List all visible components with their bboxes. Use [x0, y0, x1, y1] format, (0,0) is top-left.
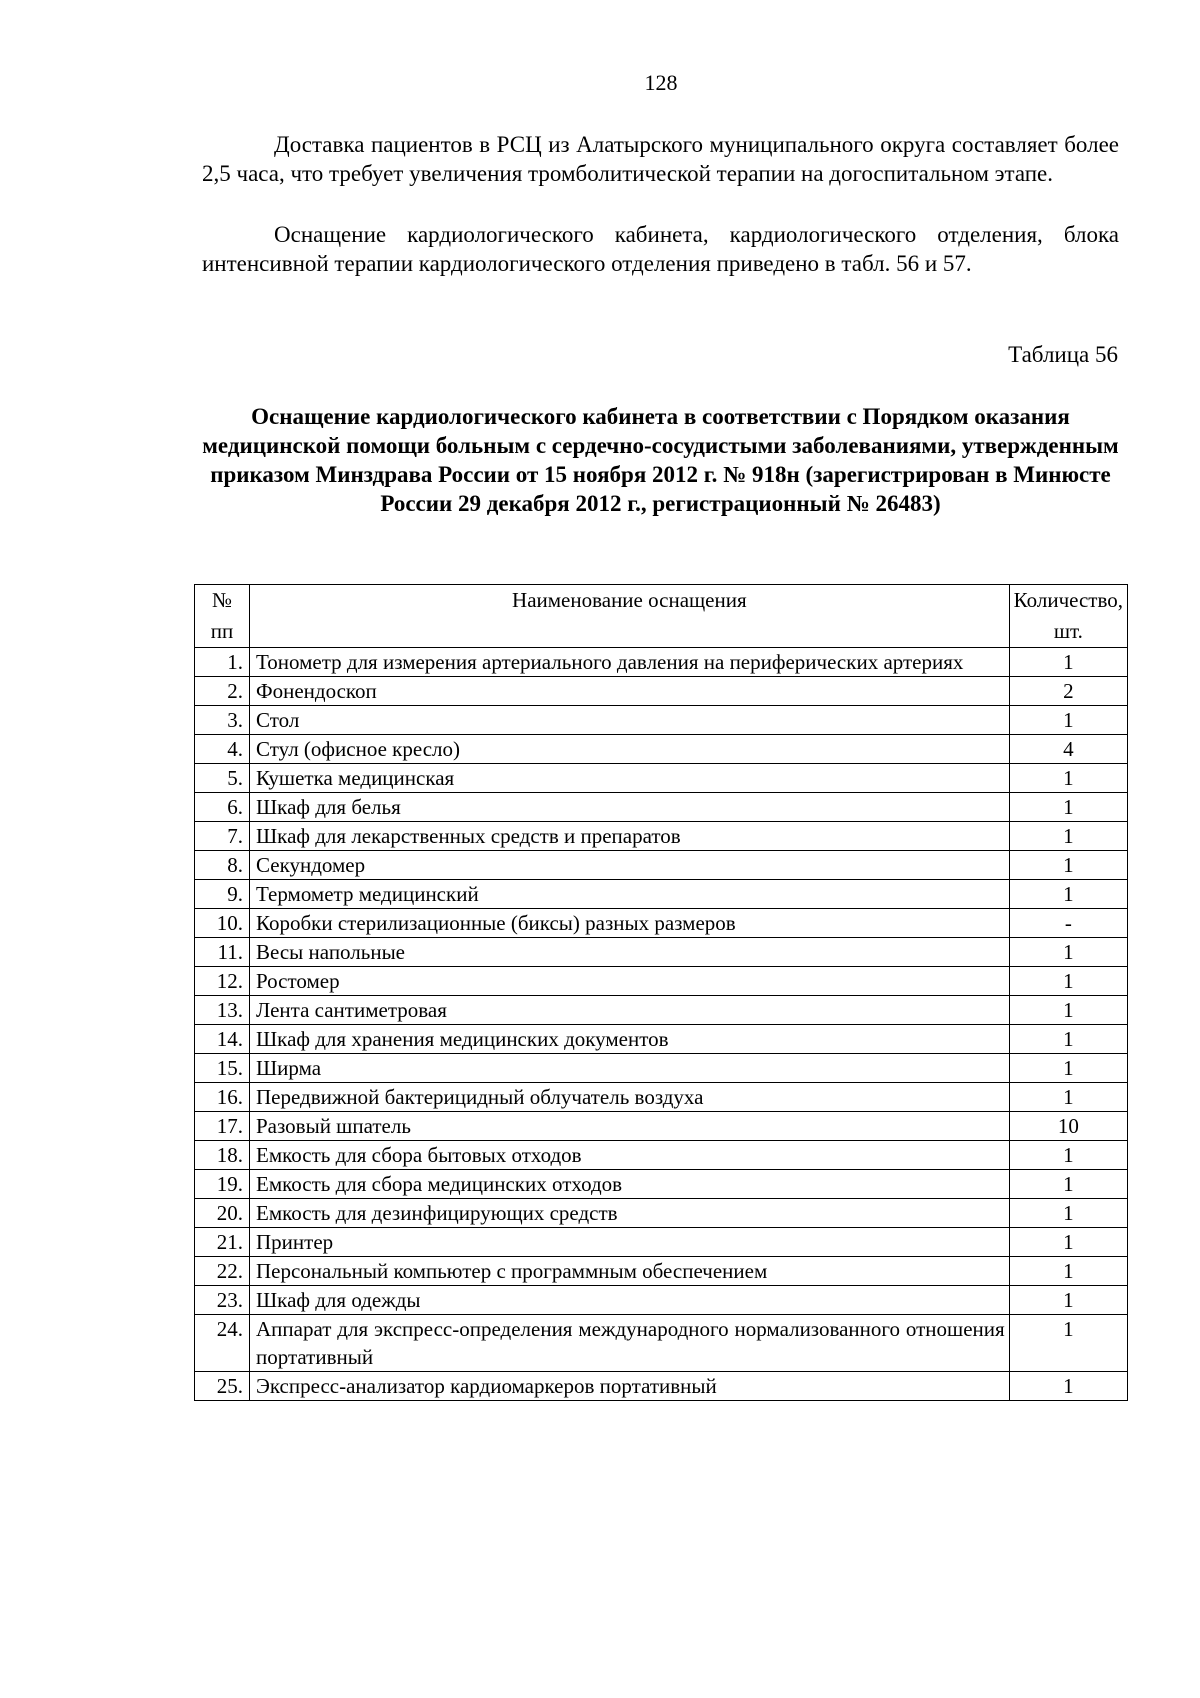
row-quantity: 1 [1009, 1083, 1127, 1112]
row-number: 3. [195, 706, 250, 735]
row-name: Коробки стерилизационные (биксы) разных размеров [250, 909, 1010, 938]
table-row [195, 1315, 1128, 1372]
row-quantity: 1 [1009, 996, 1127, 1025]
row-quantity: 10 [1009, 1112, 1127, 1141]
row-number: 16. [195, 1083, 250, 1112]
row-name: Стол [250, 706, 1010, 735]
row-quantity: 1 [1009, 1315, 1127, 1372]
row-name: Фонендоскоп [250, 677, 1010, 706]
row-name: Ширма [250, 1054, 1010, 1083]
row-name: Емкость для сбора медицинских отходов [250, 1170, 1010, 1199]
row-name: Аппарат для экспресс-определения международного нормализованного отношения портативный [250, 1315, 1010, 1372]
row-quantity: - [1009, 909, 1127, 938]
row-quantity: 1 [1009, 648, 1127, 677]
row-number: 12. [195, 967, 250, 996]
table-row [195, 677, 1128, 706]
table-row [195, 706, 1128, 735]
table-label: Таблица 56 [1008, 342, 1118, 367]
row-quantity: 1 [1009, 880, 1127, 909]
row-quantity: 1 [1009, 1372, 1127, 1401]
row-name: Кушетка медицинская [250, 764, 1010, 793]
paragraph-delivery [202, 130, 1119, 188]
page-number: 128 [644, 70, 678, 95]
row-number: 13. [195, 996, 250, 1025]
header-name: Наименование оснащения [250, 585, 1010, 648]
row-name: Принтер [250, 1228, 1010, 1257]
row-quantity: 2 [1009, 677, 1127, 706]
table-row [195, 880, 1128, 909]
table-row [195, 793, 1128, 822]
row-number: 19. [195, 1170, 250, 1199]
table-row [195, 938, 1128, 967]
row-number: 7. [195, 822, 250, 851]
table-row [195, 1170, 1128, 1199]
row-name: Стул (офисное кресло) [250, 735, 1010, 764]
row-number: 15. [195, 1054, 250, 1083]
table-body [195, 648, 1128, 1401]
row-number: 22. [195, 1257, 250, 1286]
row-number: 14. [195, 1025, 250, 1054]
table-row [195, 1025, 1128, 1054]
table-row [195, 1228, 1128, 1257]
row-quantity: 1 [1009, 1054, 1127, 1083]
row-quantity: 1 [1009, 1025, 1127, 1054]
equipment-table [194, 584, 1128, 1401]
table-row [195, 909, 1128, 938]
row-name: Секундомер [250, 851, 1010, 880]
row-name: Шкаф для одежды [250, 1286, 1010, 1315]
row-name: Шкаф для белья [250, 793, 1010, 822]
table-row [195, 1286, 1128, 1315]
row-quantity: 1 [1009, 793, 1127, 822]
row-quantity: 1 [1009, 822, 1127, 851]
row-name: Термометр медицинский [250, 880, 1010, 909]
table-row [195, 1141, 1128, 1170]
row-number: 24. [195, 1315, 250, 1372]
row-number: 10. [195, 909, 250, 938]
row-name: Экспресс-анализатор кардиомаркеров портативный [250, 1372, 1010, 1401]
table-row [195, 735, 1128, 764]
table-row [195, 648, 1128, 677]
row-number: 18. [195, 1141, 250, 1170]
table-row [195, 1083, 1128, 1112]
row-name: Передвижной бактерицидный облучатель воздуха [250, 1083, 1010, 1112]
row-quantity: 1 [1009, 706, 1127, 735]
paragraph-equipment [202, 220, 1119, 278]
row-number: 6. [195, 793, 250, 822]
row-number: 25. [195, 1372, 250, 1401]
row-number: 17. [195, 1112, 250, 1141]
row-quantity: 1 [1009, 967, 1127, 996]
row-quantity: 1 [1009, 1257, 1127, 1286]
table-row [195, 1257, 1128, 1286]
table-title: Оснащение кардиологического кабинета в соответствии с Порядком оказания медицинской помощи больным с сердечно-сосудистыми заболеваниями, утвержденным приказом Минздрава России от 15 ноября 2012 г. № 918н (зарегистрирован в Минюсте России 29 декабря 2012 г., регистрационный № 26483) [202, 404, 1119, 516]
row-quantity: 1 [1009, 1199, 1127, 1228]
row-name: Тонометр для измерения артериального давления на периферических артериях [250, 648, 1010, 677]
table-row [195, 822, 1128, 851]
row-quantity: 1 [1009, 1228, 1127, 1257]
row-name: Ростомер [250, 967, 1010, 996]
header-quantity: Количество, шт. [1009, 585, 1127, 648]
row-name: Емкость для сбора бытовых отходов [250, 1141, 1010, 1170]
row-name: Лента сантиметровая [250, 996, 1010, 1025]
table-row [195, 851, 1128, 880]
paragraph-delivery-text: Доставка пациентов в РСЦ из Алатырского муниципального округа составляет более 2,5 часа, что требует увеличения тромболитической терапии на догоспитальном этапе. [202, 132, 1119, 186]
row-quantity: 1 [1009, 764, 1127, 793]
table-row [195, 1054, 1128, 1083]
row-quantity: 1 [1009, 1170, 1127, 1199]
row-number: 1. [195, 648, 250, 677]
table-row [195, 967, 1128, 996]
row-name: Емкость для дезинфицирующих средств [250, 1199, 1010, 1228]
row-name: Разовый шпатель [250, 1112, 1010, 1141]
table-header-row [195, 585, 1128, 648]
table-row [195, 996, 1128, 1025]
paragraph-equipment-text: Оснащение кардиологического кабинета, кардиологического отделения, блока интенсивной терапии кардиологического отделения приведено в табл. 56 и 57. [202, 222, 1119, 276]
row-number: 11. [195, 938, 250, 967]
row-quantity: 1 [1009, 1286, 1127, 1315]
row-number: 5. [195, 764, 250, 793]
row-number: 4. [195, 735, 250, 764]
table-row [195, 1199, 1128, 1228]
row-number: 2. [195, 677, 250, 706]
row-name: Шкаф для лекарственных средств и препаратов [250, 822, 1010, 851]
row-name: Персональный компьютер с программным обеспечением [250, 1257, 1010, 1286]
row-name: Весы напольные [250, 938, 1010, 967]
table-row [195, 1372, 1128, 1401]
row-quantity: 4 [1009, 735, 1127, 764]
row-name: Шкаф для хранения медицинских документов [250, 1025, 1010, 1054]
row-number: 21. [195, 1228, 250, 1257]
row-quantity: 1 [1009, 1141, 1127, 1170]
table-row [195, 1112, 1128, 1141]
row-number: 20. [195, 1199, 250, 1228]
table-row [195, 764, 1128, 793]
row-quantity: 1 [1009, 938, 1127, 967]
row-number: 23. [195, 1286, 250, 1315]
header-number: № пп [195, 585, 250, 648]
row-quantity: 1 [1009, 851, 1127, 880]
row-number: 8. [195, 851, 250, 880]
row-number: 9. [195, 880, 250, 909]
